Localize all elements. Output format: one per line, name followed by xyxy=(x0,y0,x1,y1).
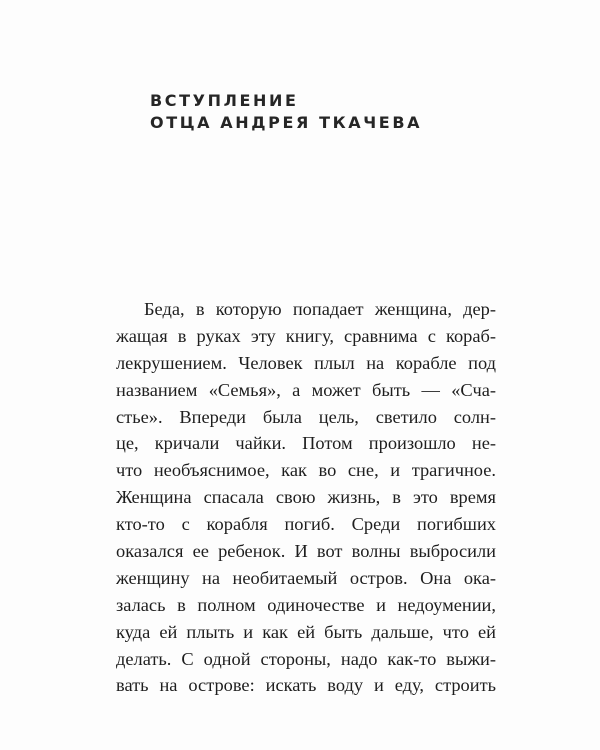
text-line: Беда, в которую попадает женщина, дер- xyxy=(144,299,496,319)
text-line: жащая в руках эту книгу, сравнима с кораб- xyxy=(116,325,496,346)
heading-line: ВСТУПЛЕНИЕ xyxy=(150,91,299,110)
text-line: стье». Впереди была цель, светило солн- xyxy=(116,406,496,427)
text-line: делать. С одной стороны, надо как-то выжи- xyxy=(116,648,496,669)
text-line: оказался ее ребенок. И вот волны выбросили xyxy=(116,541,496,562)
text-line: лекрушением. Человек плыл на корабле под xyxy=(116,352,496,373)
body-paragraph xyxy=(116,296,496,699)
text-line: кто-то с корабля погиб. Среди погибших xyxy=(116,514,496,535)
text-line: названием «Семья», а может быть — «Сча- xyxy=(116,379,496,400)
text-line: женщину на необитаемый остров. Она ока- xyxy=(116,567,496,588)
heading-line: ОТЦА АНДРЕЯ ТКАЧЕВА xyxy=(150,113,423,132)
chapter-heading xyxy=(150,90,550,134)
text-line: куда ей плыть и как ей быть дальше, что ей xyxy=(116,621,496,642)
text-line: це, кричали чайки. Потом произошло не- xyxy=(116,433,496,454)
text-line: вать на острове: искать воду и еду, строить xyxy=(116,675,496,696)
text-line: что необъяснимое, как во сне, и трагичное. xyxy=(116,460,496,481)
text-line: Женщина спасала свою жизнь, в это время xyxy=(116,487,496,508)
text-line: залась в полном одиночестве и недоумении, xyxy=(116,594,496,615)
